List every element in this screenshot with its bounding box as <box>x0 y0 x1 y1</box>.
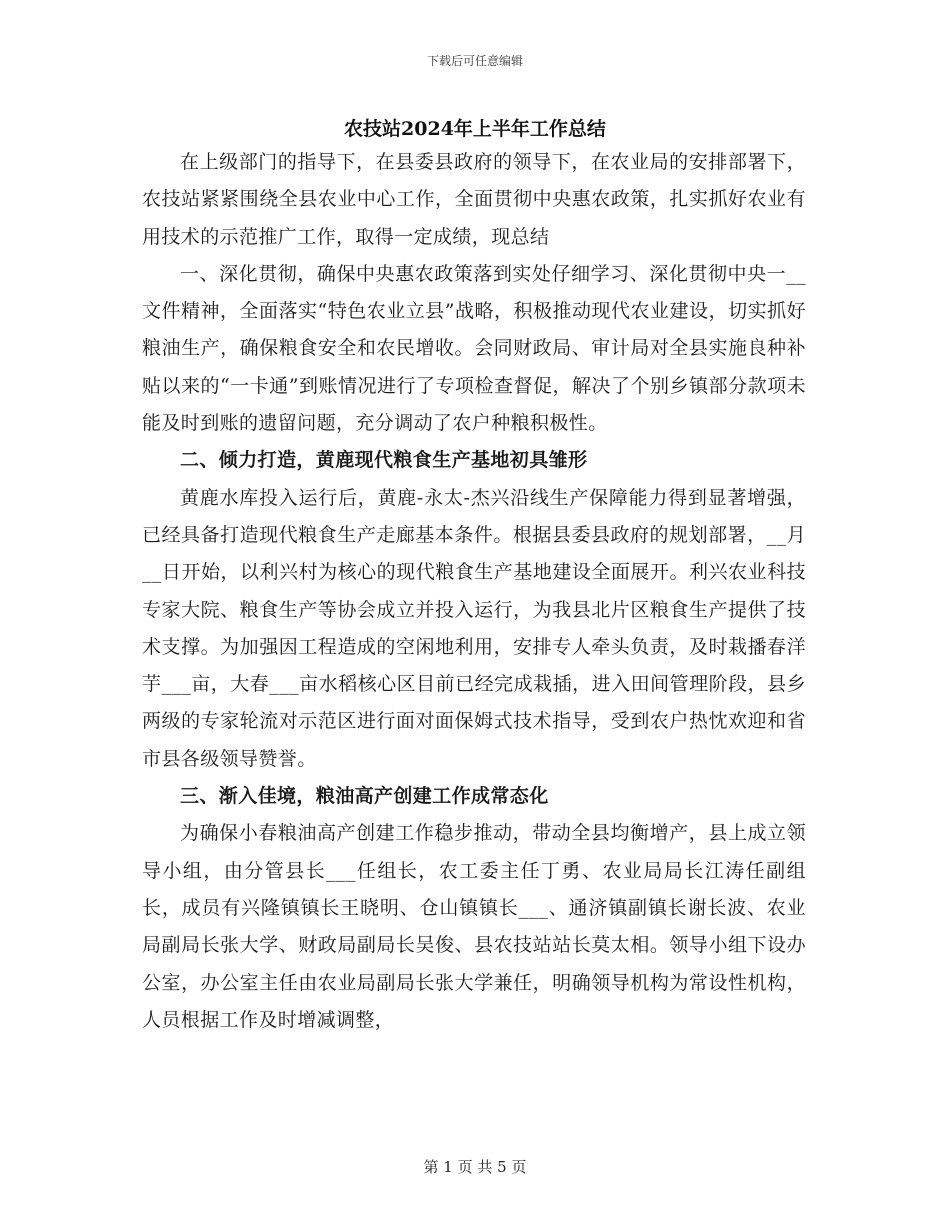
body-paragraph-section-2: 黄鹿水库投入运行后，黄鹿-永太-杰兴沿线生产保障能力得到显著增强，已经具备打造现代粮食生产走廊基本条件。根据县委县政府的规划部署，__月__日开始，以利兴村为核心的现代粮食生产基地建设全面展开。利兴农业科技专家大院、粮食生产等协会成立并投入运行，为我县北片区粮食生产提供了技术支撑。为加强因工程造成的空闲地利用，安排专人牵头负责，及时栽播春洋芋___亩，大春___亩水稻核心区目前已经完成栽插，进入田间管理阶段，县乡两级的专家轮流对示范区进行面对面保姆式技术指导，受到农户热忱欢迎和省市县各级领导赞誉。 <box>142 486 806 770</box>
section-heading-2: 二、倾力打造，黄鹿现代粮食生产基地初具雏形 <box>180 449 588 472</box>
section-heading-3: 三、渐入佳境，粮油高产创建工作成常态化 <box>180 785 549 808</box>
body-paragraph-section-3: 为确保小春粮油高产创建工作稳步推动，带动全县均衡增产，县上成立领导小组，由分管县长___任组长，农工委主任丁勇、农业局局长江涛任副组长，成员有兴隆镇镇长王晓明、仓山镇镇长___、通济镇副镇长谢长波、农业局副局长张大学、财政局副局长吴俊、县农技站站长莫太相。领导小组下设办公室，办公室主任由农业局副局长张大学兼任，明确领导机构为常设性机构，人员根据工作及时增减调整， <box>142 822 806 1031</box>
document-body <box>142 144 806 1039</box>
body-paragraph-intro: 在上级部门的指导下，在县委县政府的领导下，在农业局的安排部署下，农技站紧紧围绕全县农业中心工作，全面贯彻中央惠农政策，扎实抓好农业有用技术的示范推广工作，取得一定成绩，现总结 <box>142 151 806 248</box>
page-number-footer: 第 1 页 共 5 页 <box>423 1158 527 1176</box>
document-title: 农技站2024年上半年工作总结 <box>344 118 606 140</box>
body-paragraph-section-1: 一、深化贯彻，确保中央惠农政策落到实处仔细学习、深化贯彻中央一__文件精神，全面落实“特色农业立县”战略，积极推动现代农业建设，切实抓好粮油生产，确保粮食安全和农民增收。会同财政局、审计局对全县实施良种补贴以来的“一卡通”到账情况进行了专项检查督促，解决了个别乡镇部分款项未能及时到账的遗留问题，充分调动了农户种粮积极性。 <box>142 262 806 435</box>
header-note: 下载后可任意编辑 <box>426 54 523 68</box>
